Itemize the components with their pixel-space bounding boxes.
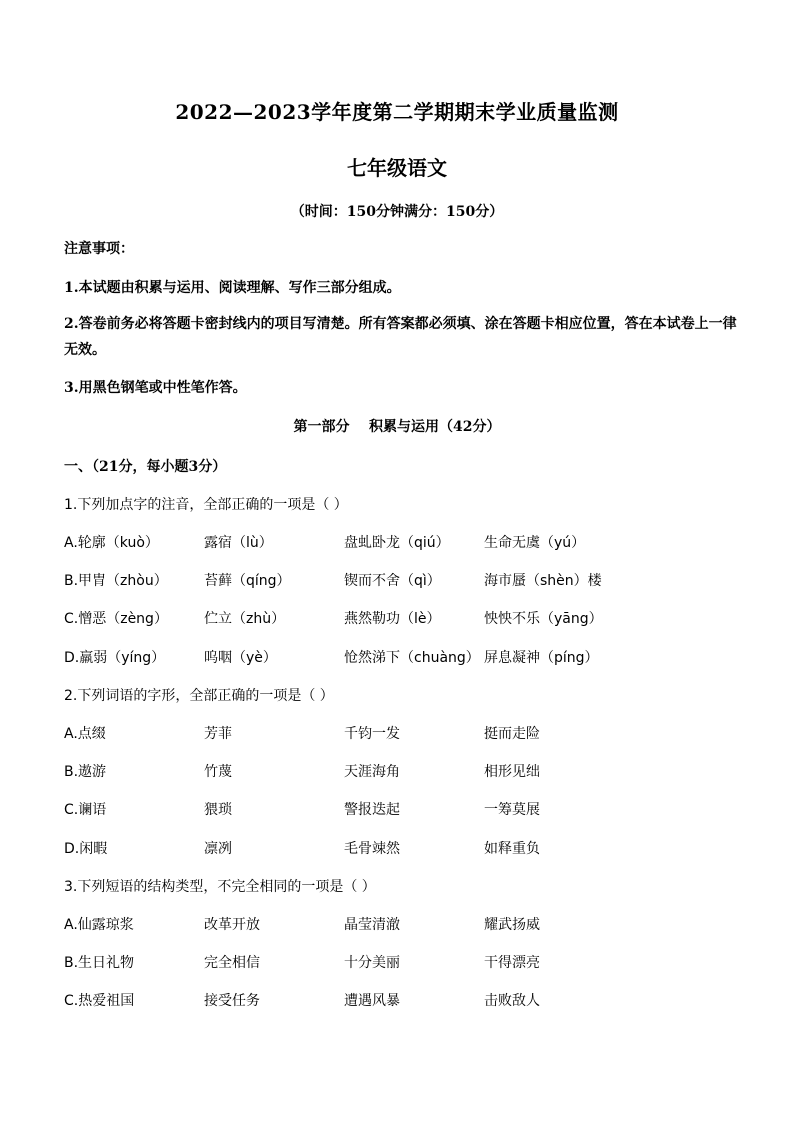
- option-cell: B.生日礼物: [64, 955, 135, 971]
- option-cell: 遭遇风暴: [344, 993, 400, 1009]
- option-cell: 锲而不舍（qì）: [344, 573, 441, 589]
- option-cell: 十分美丽: [344, 955, 400, 971]
- option-cell: 击败敌人: [484, 993, 540, 1009]
- option-row: [64, 914, 744, 936]
- option-cell: 芳菲: [204, 726, 232, 742]
- option-cell: 挺而走险: [484, 726, 540, 742]
- option-cell: B.遨游: [64, 764, 107, 780]
- exam-title: 2022—2023学年度第二学期期末学业质量监测: [175, 100, 619, 124]
- option-cell: A.点缀: [64, 726, 106, 742]
- note-item-3: 3.用黑色钢笔或中性笔作答。: [64, 380, 247, 396]
- option-cell: 接受任务: [204, 993, 260, 1009]
- option-cell: 毛骨竦然: [344, 841, 400, 857]
- question-stem: 3.下列短语的结构类型，不完全相同的一项是（ ）: [64, 879, 376, 895]
- option-cell: 改革开放: [204, 917, 260, 933]
- option-cell: 燕然勒功（lè）: [344, 611, 441, 627]
- option-cell: 耀武扬威: [484, 917, 540, 933]
- note-item-1: 1.本试题由积累与运用、阅读理解、写作三部分组成。: [64, 280, 401, 296]
- option-row: [64, 570, 744, 592]
- option-cell: 完全相信: [204, 955, 260, 971]
- option-cell: C.热爱祖国: [64, 993, 135, 1009]
- option-cell: C.谰语: [64, 802, 107, 818]
- question-stem: 2.下列词语的字形，全部正确的一项是（ ）: [64, 688, 334, 704]
- option-row: [64, 647, 744, 669]
- option-cell: 苔藓（qíng）: [204, 573, 291, 589]
- option-cell: A.轮廓（kuò）: [64, 535, 159, 551]
- option-cell: 相形见绌: [484, 764, 540, 780]
- option-cell: 屏息凝神（píng）: [484, 650, 599, 666]
- option-cell: A.仙露琼浆: [64, 917, 134, 933]
- option-cell: 凛冽: [204, 841, 232, 857]
- option-row: [64, 723, 744, 745]
- option-cell: 生命无虞（yú）: [484, 535, 586, 551]
- option-cell: 猥琐: [204, 802, 232, 818]
- exam-subject: 七年级语文: [347, 156, 447, 180]
- time-score-info: （时间：150分钟满分：150分）: [290, 204, 504, 220]
- option-cell: 伫立（zhù）: [204, 611, 286, 627]
- section-title: 第一部分 积累与运用（42分）: [293, 419, 501, 435]
- option-cell: B.甲胄（zhòu）: [64, 573, 168, 589]
- option-row: [64, 532, 744, 554]
- option-cell: 一筹莫展: [484, 802, 540, 818]
- option-row: [64, 990, 744, 1012]
- option-cell: D.羸弱（yíng）: [64, 650, 166, 666]
- option-row: [64, 838, 744, 860]
- option-cell: 海市蜃（shèn）楼: [484, 573, 602, 589]
- option-cell: 怏怏不乐（yāng）: [484, 611, 603, 627]
- option-cell: 竹蔑: [204, 764, 232, 780]
- option-cell: 千钧一发: [344, 726, 400, 742]
- option-cell: 呜咽（yè）: [204, 650, 277, 666]
- option-cell: 警报迭起: [344, 802, 400, 818]
- option-cell: 露宿（lù）: [204, 535, 273, 551]
- option-row: [64, 799, 744, 821]
- option-cell: D.闲暇: [64, 841, 108, 857]
- note-item-2: 2.答卷前务必将答题卡密封线内的项目写清楚。所有答案都必须填、涂在答题卡相应位置，答在本试卷上一律无效。: [64, 316, 737, 358]
- option-cell: 如释重负: [484, 841, 540, 857]
- option-cell: 怆然涕下（chuàng）: [344, 650, 480, 666]
- part-title: 一、（21分，每小题3分）: [64, 459, 227, 475]
- option-cell: 干得漂亮: [484, 955, 540, 971]
- option-row: [64, 952, 744, 974]
- question-stem: 1.下列加点字的注音，全部正确的一项是（ ）: [64, 497, 348, 513]
- option-cell: 盘虬卧龙（qiú）: [344, 535, 450, 551]
- option-row: [64, 608, 744, 630]
- option-cell: C.憎恶（zèng）: [64, 611, 168, 627]
- option-cell: 天涯海角: [344, 764, 400, 780]
- option-row: [64, 761, 744, 783]
- option-cell: 晶莹清澈: [344, 917, 400, 933]
- notes-heading: 注意事项：: [64, 241, 134, 257]
